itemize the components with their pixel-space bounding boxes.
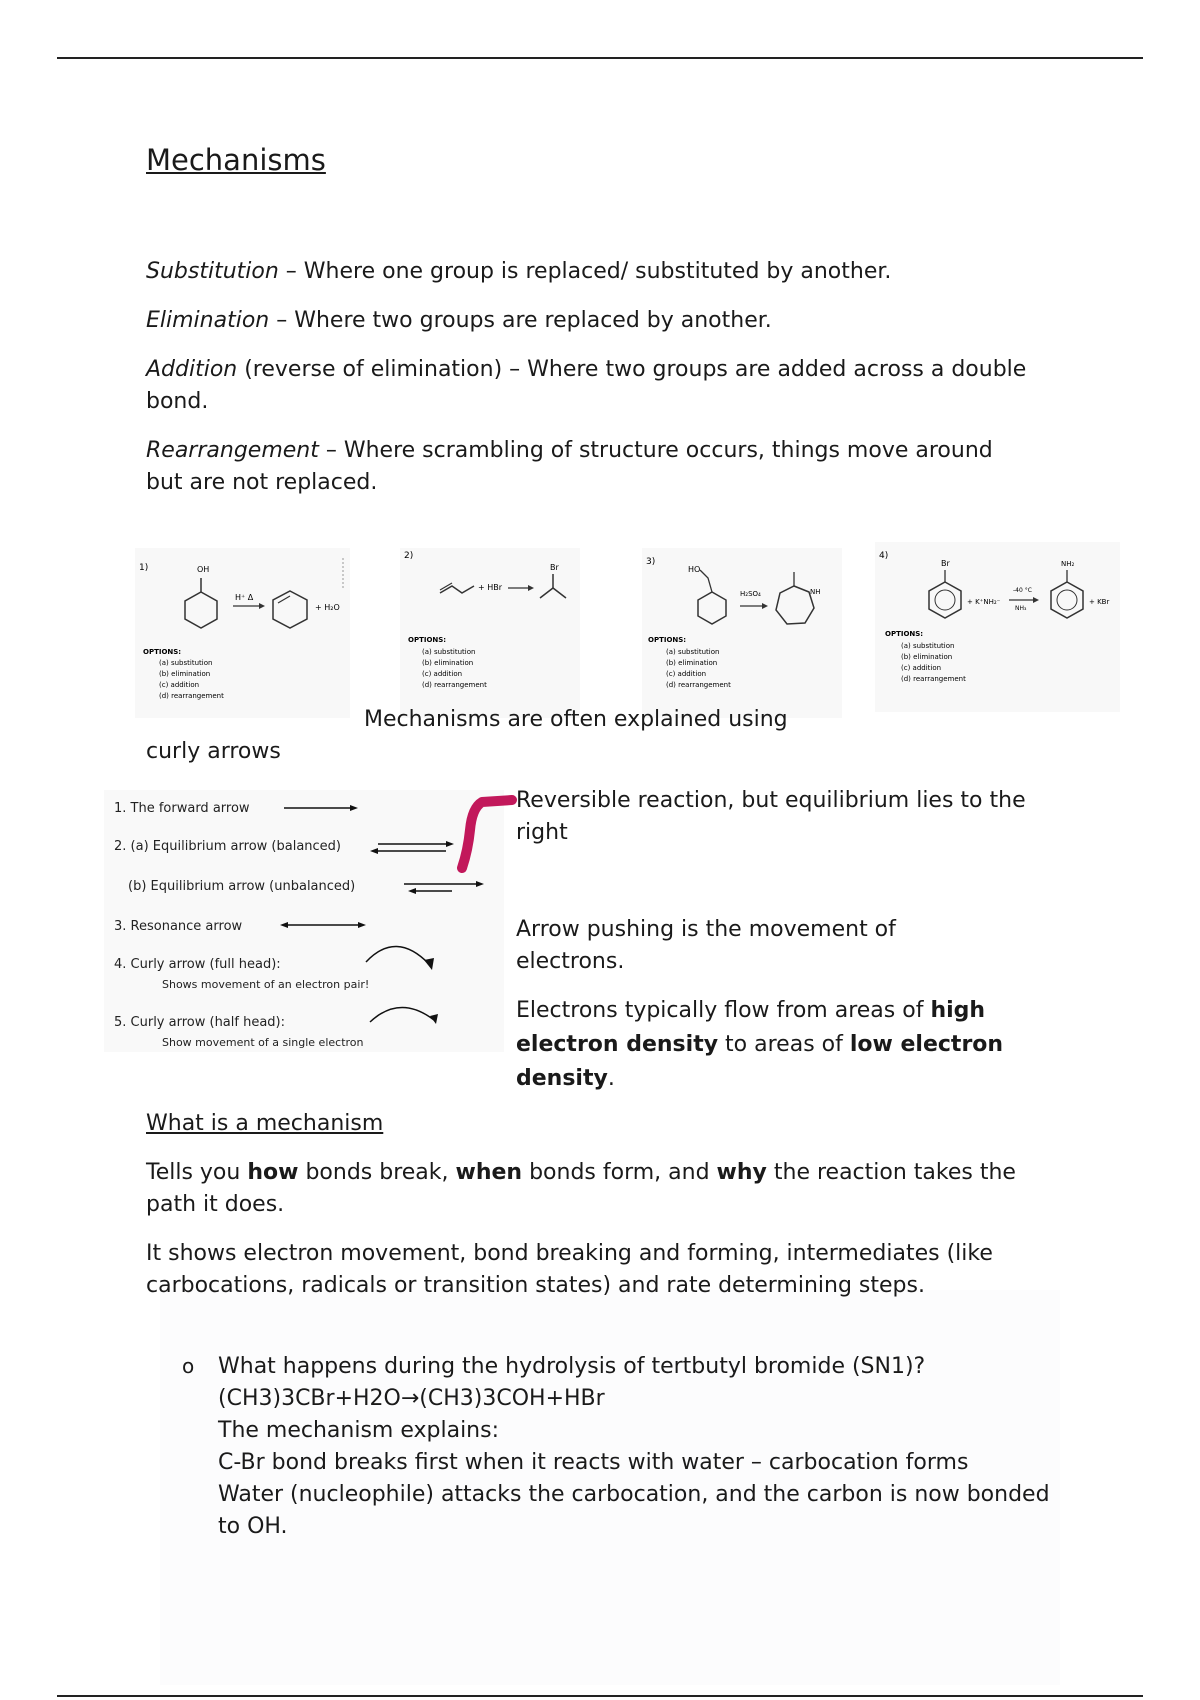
figure-number: 1) <box>139 563 149 573</box>
cyclohexanol-ring <box>185 592 217 628</box>
bottom-rule <box>57 1695 1143 1697</box>
substituent-label: OH <box>197 565 210 574</box>
forward-arrowhead <box>350 805 358 811</box>
byproduct-label: + H₂O <box>315 603 340 612</box>
substituent-label: Br <box>941 559 950 568</box>
option-a: (a) substitution <box>422 648 476 656</box>
electron-flow-text: Electrons typically flow from areas of high electron density to areas of low electron density. <box>516 998 1004 1091</box>
full-head-curly-note: Shows movement of an electron pair! <box>162 978 370 991</box>
options-label: OPTIONS: <box>143 648 182 656</box>
arrow-types-figure <box>104 790 504 1052</box>
half-head-curly-arrow <box>370 1007 434 1022</box>
half-head-curly-label: 5. Curly arrow (half head): <box>114 1015 285 1030</box>
example-explains: The mechanism explains: <box>218 1418 499 1443</box>
bullet-marker: o <box>182 1354 195 1378</box>
svg-text:NH₃: NH₃ <box>1015 605 1027 612</box>
tells-you-text: Tells you how bonds break, when bonds form, and why the reaction takes the path it does. <box>146 1160 1016 1217</box>
figure-number: 2) <box>404 551 414 561</box>
option-d: (d) rearrangement <box>666 681 731 689</box>
reagent-label: H⁺ Δ <box>235 593 254 602</box>
curly-arrows-intro-line2: curly arrows <box>146 739 281 764</box>
aromatic-circle <box>935 590 955 610</box>
svg-text:NH: NH <box>810 588 821 596</box>
unbalanced-equilibrium-label: (b) Equilibrium arrow (unbalanced) <box>128 879 356 894</box>
resonance-arrowhead-right <box>358 922 366 928</box>
option-c: (c) addition <box>422 670 463 678</box>
reaction-arrowhead <box>259 603 265 609</box>
highlight-path <box>462 800 512 868</box>
example-question: What happens during the hydrolysis of tertbutyl bromide (SN1)? <box>218 1354 926 1379</box>
resonance-arrowhead-left <box>280 922 288 928</box>
option-d: (d) rearrangement <box>901 675 966 683</box>
options-label: OPTIONS: <box>408 636 447 644</box>
top-rule <box>57 57 1143 59</box>
unbalanced-eq-arrowhead-left <box>408 888 416 894</box>
half-head-curly-note: Show movement of a single electron <box>162 1036 364 1049</box>
aniline-ring <box>1051 582 1083 618</box>
substituent-label: HO <box>688 565 701 574</box>
bromopropane-structure <box>540 588 566 598</box>
example-step-2: Water (nucleophile) attacks the carbocation, and the carbon is now bonded to OH. <box>218 1482 1050 1539</box>
option-d: (d) rearrangement <box>159 692 224 700</box>
svg-text:-40 °C: -40 °C <box>1013 587 1032 594</box>
definition-substitution: Substitution – Where one group is replaced/ substituted by another. <box>146 259 892 284</box>
option-b: (b) elimination <box>159 670 211 678</box>
reaction-arrowhead <box>1033 597 1039 603</box>
full-head-curly-label: 4. Curly arrow (full head): <box>114 957 281 972</box>
option-c: (c) addition <box>666 670 707 678</box>
highlight-stroke <box>450 794 520 874</box>
option-a: (a) substitution <box>159 659 213 667</box>
definition-rearrangement: Rearrangement – Where scrambling of structure occurs, things move around but are not replaced. <box>146 438 993 495</box>
example-block <box>218 1351 1068 1543</box>
page-title: Mechanisms <box>146 143 326 177</box>
byproduct-label: + KBr <box>1089 598 1110 606</box>
bromobenzene-ring <box>929 582 961 618</box>
options-label: OPTIONS: <box>648 636 687 644</box>
shows-text: It shows electron movement, bond breaking and forming, intermediates (like carbocations, radicals or transition states) and rate determining steps. <box>146 1241 993 1298</box>
figure-number: 3) <box>646 557 656 567</box>
arrow-pushing-text: Arrow pushing is the movement of electrons. <box>516 917 896 974</box>
reaction-figure-3 <box>642 548 842 718</box>
option-a: (a) substitution <box>901 642 955 650</box>
half-head-curly-arrowhead <box>430 1014 438 1024</box>
balanced-equilibrium-label: 2. (a) Equilibrium arrow (balanced) <box>114 839 341 854</box>
substituent-label: Br <box>550 563 559 572</box>
option-d: (d) rearrangement <box>422 681 487 689</box>
svg-text:NH₂: NH₂ <box>1061 560 1075 568</box>
figure-number: 4) <box>879 551 889 561</box>
balanced-eq-arrowhead-left <box>370 848 378 854</box>
definition-elimination: Elimination – Where two groups are replaced by another. <box>146 308 772 333</box>
option-b: (b) elimination <box>666 659 718 667</box>
unbalanced-eq-arrowhead-right <box>476 881 484 887</box>
example-step-1: C-Br bond breaks first when it reacts with water – carbocation forms <box>218 1450 969 1475</box>
reaction-figure-2 <box>400 548 580 718</box>
option-c: (c) addition <box>901 664 942 672</box>
option-a: (a) substitution <box>666 648 720 656</box>
definition-addition: Addition (reverse of elimination) – Where two groups are added across a double bond. <box>146 357 1027 414</box>
options-label: OPTIONS: <box>885 630 924 638</box>
reaction-arrowhead <box>528 585 534 591</box>
reagent-label: + HBr <box>478 583 503 592</box>
reaction-arrowhead <box>762 603 768 609</box>
azepanone-ring <box>776 586 814 624</box>
reagent-label: + K⁺NH₂⁻ <box>967 598 1001 606</box>
resonance-arrow-label: 3. Resonance arrow <box>114 919 243 934</box>
cyclohexane-ring <box>698 592 726 624</box>
option-b: (b) elimination <box>422 659 474 667</box>
curly-arrows-intro-line1: Mechanisms are often explained using <box>364 707 788 732</box>
what-is-mechanism-heading: What is a mechanism <box>146 1111 384 1136</box>
forward-arrow-label: 1. The forward arrow <box>114 801 250 816</box>
reagent-label: H₂SO₄ <box>740 590 761 598</box>
example-equation: (CH3)3CBr+H2O→(CH3)3COH+HBr <box>218 1386 605 1411</box>
reaction-figure-1 <box>135 548 350 718</box>
hydroxymethyl-chain <box>700 570 712 592</box>
aromatic-circle <box>1057 590 1077 610</box>
full-head-curly-arrow <box>366 946 429 964</box>
option-b: (b) elimination <box>901 653 953 661</box>
option-c: (c) addition <box>159 681 200 689</box>
full-head-curly-arrowhead <box>424 958 434 970</box>
reversible-annotation: Reversible reaction, but equilibrium lies to the right <box>516 788 1026 845</box>
reaction-figure-4 <box>875 542 1120 712</box>
